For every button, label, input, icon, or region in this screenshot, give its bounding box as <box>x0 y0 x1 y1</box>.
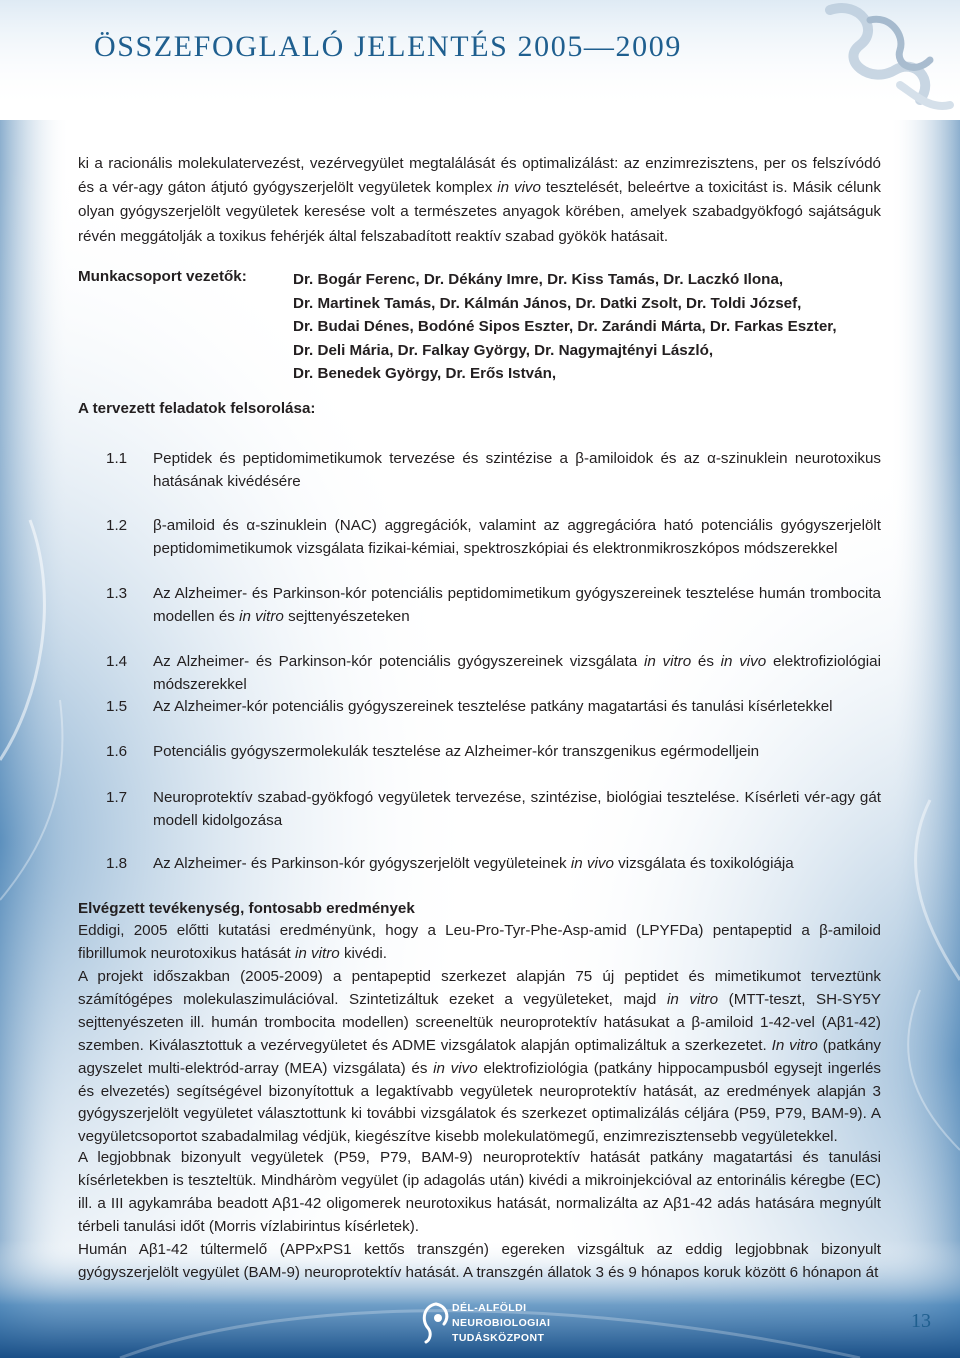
task-item <box>106 740 881 763</box>
logo-text-line: TUDÁSKÖZPONT <box>452 1332 545 1344</box>
task-number: 1.5 <box>106 698 128 715</box>
task-number: 1.1 <box>106 450 128 467</box>
task-text: Peptidek és peptidomimetikumok tervezése és szintézise a β-amiloidok és az α-szinuklein neurotoxikus hatásának kivédésére <box>153 450 881 490</box>
task-item <box>106 447 881 493</box>
logo-text-line: NEUROBIOLOGIAI <box>452 1317 551 1329</box>
leaders-line: Dr. Bogár Ferenc, Dr. Dékány Imre, Dr. Kiss Tamás, Dr. Laczkó Ilona, <box>293 271 784 288</box>
brain-logo-icon <box>418 1300 454 1344</box>
results-paragraph: Eddigi, 2005 előtti kutatási eredményünk, hogy a Leu-Pro-Tyr-Phe-Asp-amid (LPYFDa) pentapeptid a β-amiloid fibrillumok neurotoxikus hatását in vitro kivédi. <box>78 922 881 962</box>
leaders-label: Munkacsoport vezetők: <box>78 268 247 285</box>
results-paragraph: Humán Aβ1-42 túltermelő (APPxPS1 kettős transzgén) egereken vizsgáltuk az eddig legjobbnak bizonyult gyógyszerjelölt vegyület (BAM-9) neuroprotektív hatását. A transzgén állatok 3 és 9 hónapos koruk között 6 hónapon át <box>78 1241 881 1281</box>
leaders-line: Dr. Budai Dénes, Bodóné Sipos Eszter, Dr. Zarándi Márta, Dr. Farkas Eszter, <box>293 318 837 336</box>
leaders-list <box>293 268 883 386</box>
task-item <box>106 786 881 832</box>
task-number: 1.4 <box>106 653 128 670</box>
task-text: Az Alzheimer- és Parkinson-kór potenciális gyógyszereinek vizsgálata in vitro és in vivo elektrofiziológiai módszerekkel <box>153 653 881 693</box>
page-header-title: ÖSSZEFOGLALÓ JELENTÉS 2005—2009 <box>94 30 682 63</box>
page-number: 13 <box>911 1310 931 1332</box>
task-number: 1.6 <box>106 743 128 760</box>
footer-logo <box>418 1300 568 1348</box>
task-item <box>106 695 881 718</box>
task-item <box>106 582 881 628</box>
task-text: Az Alzheimer-kór potenciális gyógyszereinek tesztelése patkány magatartási és tanulási kísérletekkel <box>153 698 833 715</box>
task-text: Az Alzheimer- és Parkinson-kór gyógyszerjelölt vegyületeinek in vivo vizsgálata és toxikológiája <box>153 855 794 872</box>
intro-paragraph: ki a racionális molekulatervezést, vezérvegyület megtalálását és optimalizálást: az enzimrezisztens, per os felszívódó és a vér-agy gáton átjutó gyógyszerjelölt vegyületek komplex in vivo tesztelését, beleértve a toxicitást is. Másik célunk olyan gyógyszerjelölt vegyületek keresése volt a természetes anyagok körében, amelyek szabadgyökfogó sajátságuk révén meggátolják a toxikus fehérjék által felszabadított reaktív szabad gyökök hatásait. <box>78 155 881 245</box>
results-paragraph: A projekt időszakban (2005-2009) a pentapeptid szerkezet alapján 75 új peptidet és mimetikumot terveztünk számítógépes molekulaszimulációval. Szintetizáltuk ezeket a vegyületeket, majd in vitro (MTT-teszt, SH-SY5Y sejttenyészeten ill. humán trombocita modellen) screeneltük neuroprotektív hatásukat a β-amiloid 1-42-vel (Aβ1-42) szemben. Kiválasztottuk a vezérvegyületet és ADME vizsgálatok alapján optimalizáltuk a szerkezetet. In vitro (patkány agyszelet multi-elektród-array (MEA) vizsgálata) és in vivo elektrofiziológia (patkány hippocampusból egysejt ingerlés és elvezetés) segítségével bizonyítottuk a legaktívabb vegyületek neuroprotektív hatását, az eredmények alapján 3 gyógyszerjelölt vegyületet választottunk ki további vizsgálatok és szerkezet optimalizálás céljára (P59, P79, BAM-9). A vegyületcsoportot szabadalmilag védjük, kiegészítve kisebb molekulatömegű, enzimrezisztensebb vegyületekkel. <box>78 968 881 1146</box>
task-text: β-amiloid és α-szinuklein (NAC) aggregációk, valamint az aggregációra ható potenciális gyógyszerjelölt peptidomimetikumok vizsgálata fizikai-kémiai, spektroszkópiai és elektronmikroszkópos módszerekkel <box>153 517 881 557</box>
task-number: 1.3 <box>106 585 128 602</box>
leaders-line: Dr. Deli Mária, Dr. Falkay György, Dr. Nagymajtényi László, <box>293 341 714 359</box>
results-paragraph: A legjobbnak bizonyult vegyületek (P59, P79, BAM-9) neuroprotektív hatását patkány magatartási és tanulási kísérletekben is teszteltük. Mindháròm vegyület (ip adagolás után) kivédi a mikroinjekcióval az entorinális kéregbe (EC) ill. a III agykamrába beadott Aβ1-42 oligomerek neurotoxikus hatását, normalizálta az Aβ1-42 adás hatására megnyúlt térbeli tanulási időt (Morris vízlabirintus kísérletek). <box>78 1149 881 1235</box>
leaders-line: Dr. Martinek Tamás, Dr. Kálmán János, Dr. Datki Zsolt, Dr. Toldi József, <box>293 294 802 312</box>
tasks-label: A tervezett feladatok felsorolása: <box>78 400 316 417</box>
logo-text-line: DÉL-ALFÖLDI <box>452 1302 527 1314</box>
task-text: Potenciális gyógyszermolekulák tesztelése az Alzheimer-kór transzgenikus egérmodelljein <box>153 743 760 760</box>
task-item <box>106 852 881 875</box>
task-text: Neuroprotektív szabad-gyökfogó vegyületek tervezése, szintézise, biológiai tesztelése. Kísérleti vér-agy gát modell kidolgozása <box>153 789 881 829</box>
task-item <box>106 650 881 696</box>
task-item <box>106 514 881 560</box>
task-number: 1.8 <box>106 855 128 872</box>
task-text: Az Alzheimer- és Parkinson-kór potenciális peptidomimetikum gyógyszereinek tesztelése humán trombocita modellen és in vitro sejttenyészeteken <box>153 585 881 625</box>
task-number: 1.7 <box>106 789 128 806</box>
leaders-line: Dr. Benedek György, Dr. Erős István, <box>293 365 557 383</box>
results-heading: Elvégzett tevékenység, fontosabb eredmények <box>78 900 415 917</box>
task-number: 1.2 <box>106 517 128 534</box>
